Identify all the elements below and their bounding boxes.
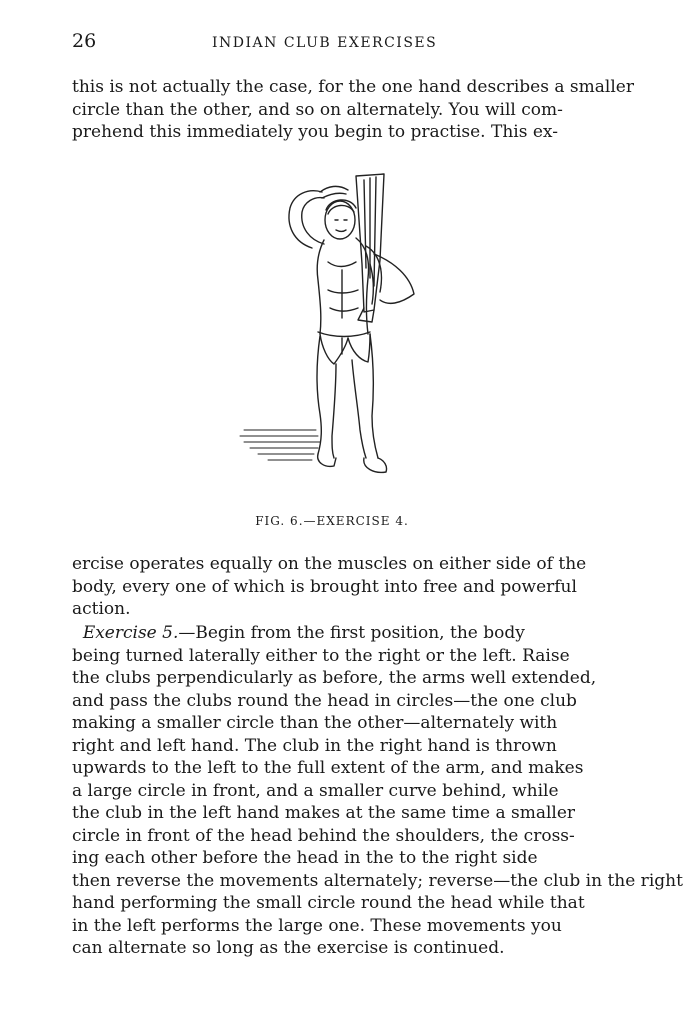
running-head: INDIAN CLUB EXERCISES (212, 35, 438, 51)
page-number: 26 (72, 30, 97, 52)
text-line: prehend this immediately you begin to practise. This ex- (72, 122, 558, 142)
text-line: and pass the clubs round the head in circles—the one club (72, 690, 577, 711)
text-line: ercise operates equally on the muscles on either side of the (72, 554, 587, 574)
text-line: can alternate so long as the exercise is continued. (72, 938, 505, 958)
text-line: circle than the other, and so on alternately. You will com- (72, 99, 563, 120)
text-line: this is not actually the case, for the one hand describes a smaller (72, 77, 634, 97)
text-line: right and left hand. The club in the right hand is thrown (72, 735, 557, 756)
text-line: the clubs perpendicularly as before, the arms well extended, (72, 668, 597, 688)
figure-head (325, 200, 356, 239)
text-line: a large circle in front, and a smaller curve behind, while (72, 780, 559, 801)
text-line: then reverse the movements alternately; reverse—the club in the right (72, 870, 683, 891)
figure-caption: FIG. 6.—EXERCISE 4. (255, 514, 409, 528)
text-line: upwards to the left to the full extent of the arm, and makes (72, 758, 584, 778)
text-line: in the left performs the large one. These movements you (72, 915, 562, 936)
text-line: the club in the left hand makes at the same time a smaller (72, 803, 576, 823)
exercise-figure-drawing (224, 168, 444, 504)
continuation-paragraph (72, 553, 592, 621)
text-line: ing each other before the head in the to the right side (72, 848, 538, 868)
exercise-5-first-line: —Begin from the first position, the body (178, 623, 525, 643)
text-line: circle in front of the head behind the shoulders, the cross- (72, 825, 575, 846)
text-line: hand performing the small circle round the head while that (72, 893, 585, 913)
text-line (72, 622, 592, 645)
top-paragraph (72, 76, 634, 144)
text-line: body, every one of which is brought into free and powerful (72, 576, 577, 597)
figure-loincloth (318, 332, 370, 364)
figure-legs (317, 334, 387, 472)
ground-shadow (240, 430, 320, 460)
text-line: action. (72, 599, 131, 619)
figure-illustration (224, 168, 444, 504)
text-line: being turned laterally either to the right or the left. Raise (72, 645, 570, 666)
text-line: making a smaller circle than the other—alternately with (72, 713, 558, 733)
exercise-5-paragraph (72, 622, 683, 960)
exercise-5-label: Exercise 5. (82, 623, 179, 643)
